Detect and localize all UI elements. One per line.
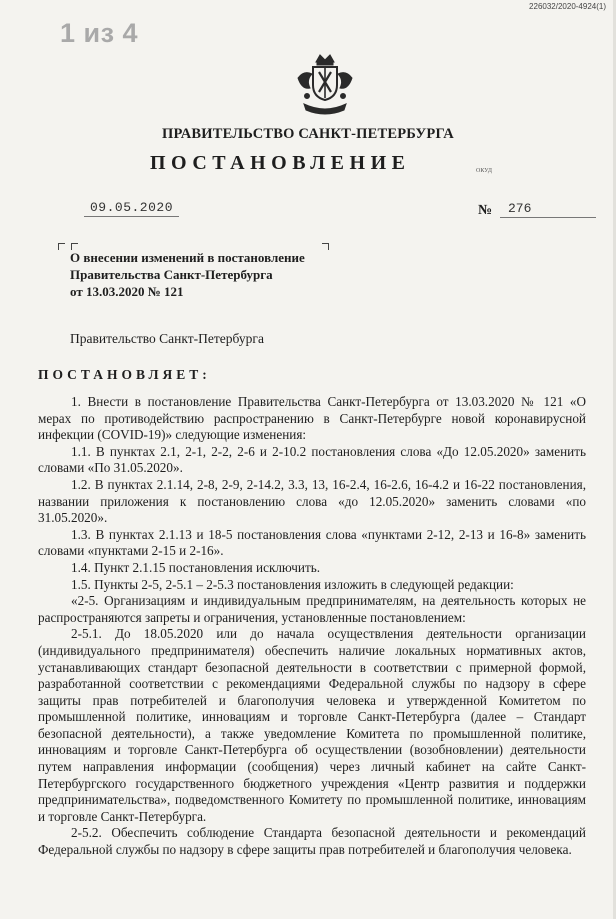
paragraph: 1.4. Пункт 2.1.15 постановления исключить. [71, 559, 321, 575]
document-subject [70, 249, 305, 300]
document-body [38, 394, 586, 859]
document-type-heading: ПОСТАНОВЛЕНИЕ [150, 152, 411, 174]
paragraph: 1.2. В пунктах 2.1.14, 2-8, 2-9, 2-14.2, 3.3, 13, 16-2.4, 16-2.6, 16-4.2 и 16-22 постановления, названии приложения к постановлению слова «до 12.05.2020» заменить словами «по 31.05.2020». [38, 476, 586, 526]
government-title: ПРАВИТЕЛЬСТВО САНКТ-ПЕТЕРБУРГА [162, 126, 454, 142]
corner-bracket-left [58, 243, 65, 250]
subject-line: от 13.03.2020 № 121 [70, 284, 184, 299]
issuer: Правительство Санкт-Петербурга [70, 331, 264, 346]
subject-line: О внесении изменений в постановление [70, 250, 305, 265]
corner-bracket-right [322, 243, 329, 250]
document-date: 09.05.2020 [84, 200, 179, 217]
page-counter: 1 из 4 [60, 18, 139, 48]
paragraph: «2-5. Организациям и индивидуальным предпринимателям, на деятельность которых не распространяются запреты и ограничения, установленные постановлением: [38, 593, 586, 625]
paragraph: 1. Внести в постановление Правительства Санкт-Петербурга от 13.03.2020 № 121 «О мерах по противодействию распространению в Санкт-Петербурге новой коронавирусной инфекции (COVID-19)» следующие изменения: [38, 394, 586, 443]
number-sign: № [478, 203, 493, 218]
registry-id: 226032/2020-4924(1) [529, 2, 606, 11]
coat-of-arms-icon [294, 52, 356, 118]
paragraph: 1.1. В пунктах 2.1, 2-1, 2-2, 2-6 и 2-10.2 постановления слова «До 12.05.2020» заменить словами «По 31.05.2020». [38, 443, 586, 476]
document-number: 276 [500, 201, 596, 218]
paragraph: 2-5.2. Обеспечить соблюдение Стандарта безопасной деятельности и рекомендаций Федеральной службы по надзору в сфере защиты прав потребителей и благополучия человека. [38, 825, 586, 858]
decree-heading: ПОСТАНОВЛЯЕТ: [38, 367, 211, 382]
paragraph: 1.3. В пунктах 2.1.13 и 18-5 постановления слова «пунктами 2-12, 2-13 и 16-8» заменить словами «пунктами 2-15 и 2-16». [38, 526, 586, 559]
paragraph: 1.5. Пункты 2-5, 2-5.1 – 2-5.3 постановления изложить в следующей редакции: [71, 576, 514, 592]
okud-label: ОКУД [476, 168, 492, 174]
paragraph: 2-5.1. До 18.05.2020 или до начала осуществления деятельности организации (индивидуального предпринимателя) обеспечить наличие локальных нормативных актов, устанавливающих стандарт безопасной деятельности в соответствии с примерной формой, разработанной соответствии с рекомендациями Федеральной службы по надзору в сфере защиты прав потребителей и благополучия человека и утвержденной Комитетом по промышленной политике, инновациям и торговле Санкт-Петербурга (далее – Стандарт безопасной деятельности), а также уведомление Комитета по промышленной политике, инновациям и торговле Санкт-Петербурга об осуществлении (возобновлении) деятельности путем направления информации (сообщения) через личный кабинет на сайте Санкт-Петербургского государственного бюджетного учреждения «Центр развития и поддержки предпринимательства», подведомственного Комитету по промышленной политике, инновациям и торговле Санкт-Петербурга. [38, 626, 586, 824]
subject-line: Правительства Санкт-Петербурга [70, 267, 273, 282]
